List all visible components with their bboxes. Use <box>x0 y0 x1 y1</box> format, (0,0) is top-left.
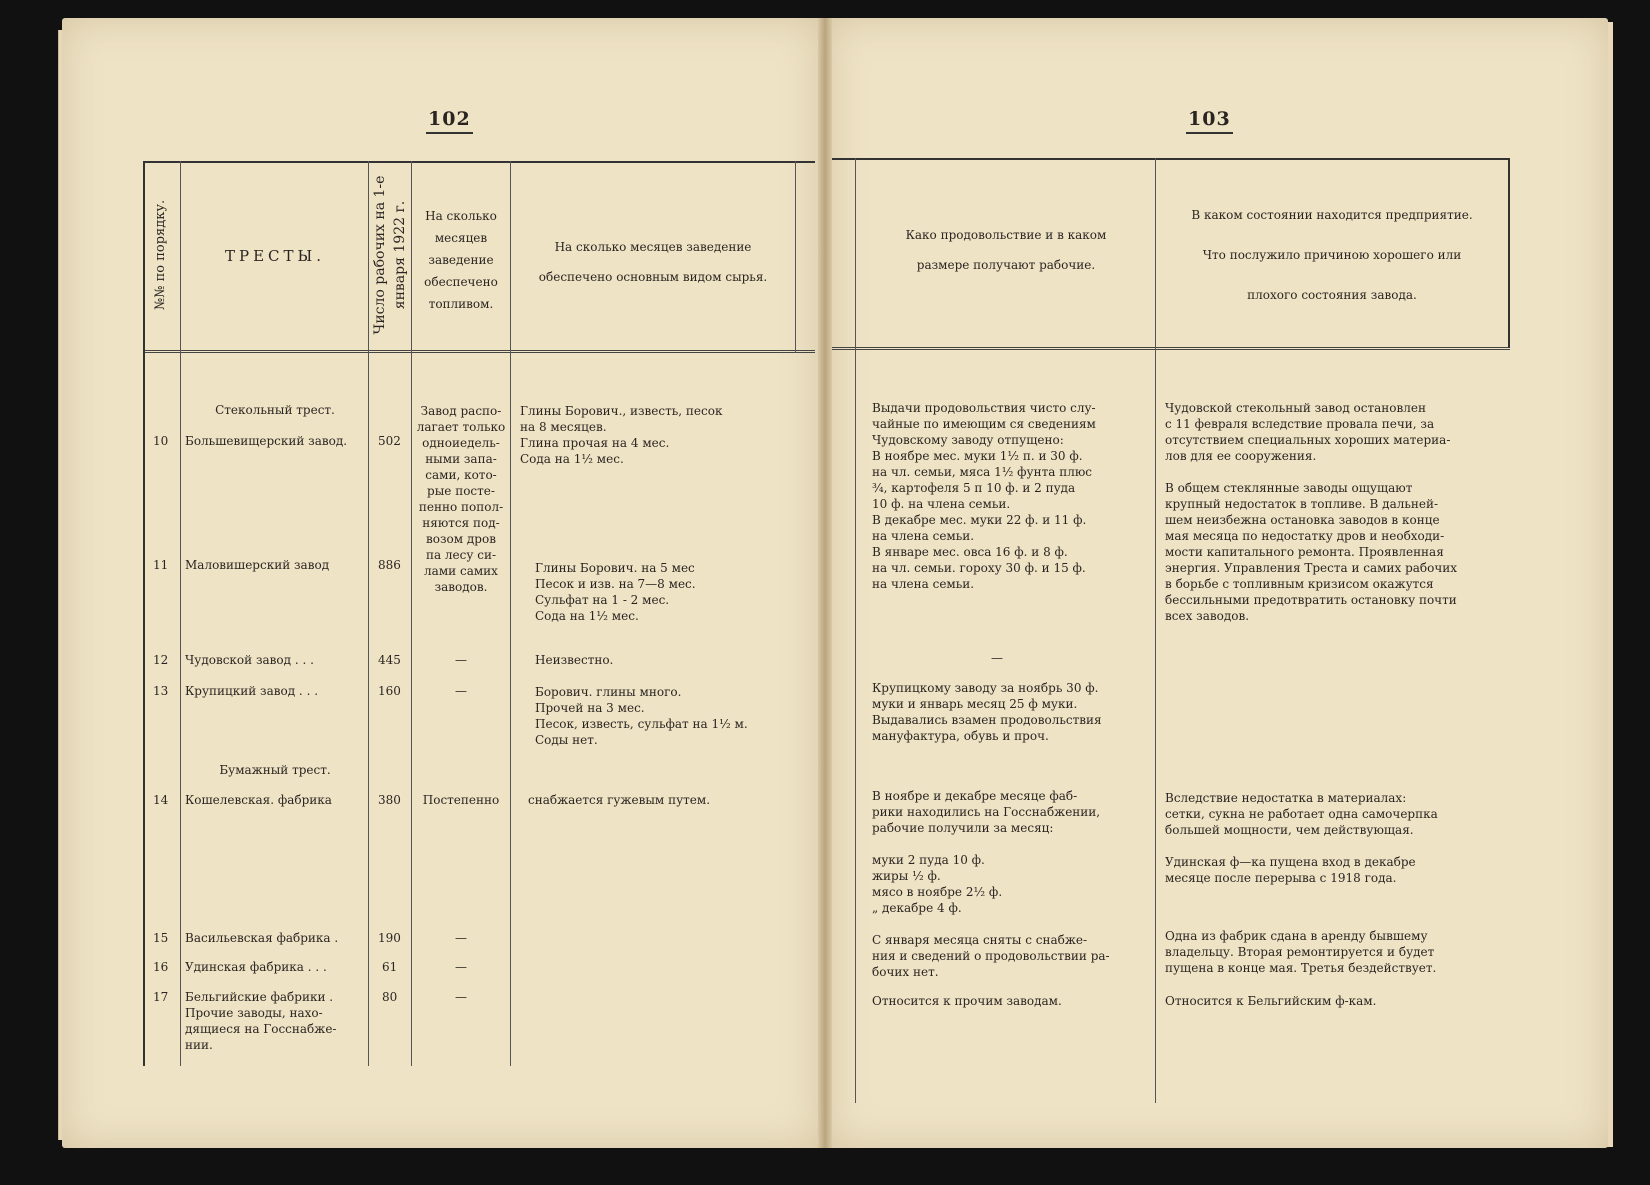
fuel-note: Завод распо- лагает только одноиедель- ными запа- сами, кото- рые посте- пенно попол- няются под- возом дров па лесу си- лами самих заводов. <box>416 404 506 594</box>
state-koshelev: Вследствие недостатка в материалах: сетки, сукна не работает одна самочерпка большей мощности, чем действующая. Удинская ф—ка пущена вход в декабре месяце после перерыва с 1918 года. <box>1165 791 1438 885</box>
header-workers: Число рабочих на 1-е января 1922 г. <box>372 175 408 335</box>
row-number: 14 <box>153 793 169 807</box>
right-page-number: 103 <box>1186 108 1233 134</box>
row-number: 10 <box>153 434 169 448</box>
header-state: В каком состоянии находится предприятие. Что послужило причиною хорошего или плохого состояния завода. <box>1191 208 1473 302</box>
row-raw: Борович. глины много. Прочей на 3 мес. Песок, известь, сульфат на 1½ м. Соды нет. <box>535 685 748 747</box>
header-number: №№ по порядку. <box>153 199 168 311</box>
col-divider <box>411 161 412 1066</box>
row-number: 17 <box>153 990 169 1004</box>
row-workers: 190 <box>378 931 401 945</box>
table-right-rule <box>1508 158 1510 348</box>
left-page-number: 102 <box>426 108 473 134</box>
col-divider <box>855 158 856 1103</box>
row-fuel: — <box>455 931 467 945</box>
food-dash: — <box>991 651 1003 665</box>
state-vasilyev: Одна из фабрик сдана в аренду бывшему владельцу. Вторая ремонтируется и будет пущена в конце мая. Третья бездействует. <box>1165 929 1437 975</box>
row-name: Чудовской завод . . . <box>185 653 314 667</box>
book-gutter <box>818 18 832 1148</box>
food-krupitsky: Крупицкому заводу за ноябрь 30 ф. муки и январь месяц 25 ф муки. Выдавались взамен продовольствия мануфактура, обувь и проч. <box>872 681 1102 743</box>
row-workers: 80 <box>382 990 398 1004</box>
row-number: 13 <box>153 684 169 698</box>
section-glass-trust: Стекольный трест. <box>215 403 335 417</box>
col-divider <box>510 161 511 1066</box>
row-name: Васильевская фабрика . <box>185 931 339 945</box>
col-divider <box>1155 158 1156 1103</box>
header-bottom-rule <box>832 347 1510 350</box>
header-food: Како продовольствие и в каком размере получают рабочие. <box>905 228 1107 272</box>
food-chudovo: Выдачи продовольствия чисто слу- чайные по имеющим ся сведениям Чудовскому заводу отпущено: В ноябре мес. муки 1½ п. и 30 ф. на чл. семьи, мяса 1½ фунта плюс ¾, картофеля 5 п 10 ф. и 2 пуда 10 ф. на члена семьи. В декабре мес. муки 22 ф. и 11 ф. на члена семьи. В январе мес. овса 16 ф. и 8 ф. на чл. семьи. гороху 30 ф. и 15 ф. на члена семьи. <box>872 401 1096 591</box>
row-workers: 380 <box>378 793 401 807</box>
row-fuel: — <box>455 653 467 667</box>
row-raw: Неизвестно. <box>535 653 614 667</box>
row-raw: снабжается гужевым путем. <box>528 793 711 807</box>
food-belgian: Относится к прочим заводам. <box>872 994 1062 1008</box>
header-bottom-rule <box>143 350 815 353</box>
row-name: Крупицкий завод . . . <box>185 684 319 698</box>
col-divider <box>180 161 181 1066</box>
row-raw: Глины Борович. на 5 мес Песок и изв. на 7—8 мес. Сульфат на 1 - 2 мес. Сода на 1½ мес. <box>535 561 696 623</box>
row-name: Бельгийские фабрики . Прочие заводы, нахо- дящиеся на Госснабже- нии. <box>185 990 337 1052</box>
row-raw: Глины Борович., известь, песок на 8 месяцев. Глина прочая на 4 мес. Сода на 1½ мес. <box>520 404 723 466</box>
header-raw: На сколько месяцев заведение обеспечено основным видом сырья. <box>538 240 768 284</box>
row-fuel: — <box>455 960 467 974</box>
header-fuel: На сколько месяцев заведение обеспечено топливом. <box>424 209 498 311</box>
row-number: 12 <box>153 653 169 667</box>
row-number: 16 <box>153 960 169 974</box>
row-name: Удинская фабрика . . . <box>185 960 327 974</box>
header-trusts: ТРЕСТЫ. <box>224 247 326 265</box>
row-workers: 502 <box>378 434 401 448</box>
row-name: Маловишерский завод <box>185 558 330 572</box>
row-name: Большевищерский завод. <box>185 434 348 448</box>
row-workers: 886 <box>378 558 401 572</box>
row-fuel: — <box>455 684 467 698</box>
col-divider <box>368 161 369 1066</box>
food-paper: В ноябре и декабре месяце фаб- рики находились на Госснабжении, рабочие получили за месяц: муки 2 пуда 10 ф. жиры ½ ф. мясо в ноябре 2½ ф. „ декабре 4 ф. С января месяца сняты с снабже- ния и сведений о продовольствии ра- бочих нет. <box>872 789 1110 979</box>
state-glass: Чудовской стекольный завод остановлен с 11 февраля вследствие провала печи, за отсутствием специальных хороших материа- лов для ее сооружения. В общем стеклянные заводы ощущают крупный недостаток в топливе. В дальней- шем неизбежна остановка заводов в конце мая месяца по недостатку дров и необходи- мости капитального ремонта. Проявленная энергия. Управления Треста и самих рабочих в борьбе с топливным кризисом окажутся бессильными предотвратить остановку почти всех заводов. <box>1165 401 1458 623</box>
col-divider <box>795 161 796 353</box>
table-top-rule <box>832 158 1510 160</box>
table-top-rule <box>143 161 815 163</box>
row-workers: 61 <box>382 960 398 974</box>
row-fuel: — <box>455 990 467 1004</box>
row-workers: 445 <box>378 653 401 667</box>
section-paper-trust: Бумажный трест. <box>219 763 331 777</box>
row-workers: 160 <box>378 684 401 698</box>
table-left-rule <box>143 161 145 1066</box>
state-belgian: Относится к Бельгийским ф-кам. <box>1165 994 1377 1008</box>
row-number: 11 <box>153 558 169 572</box>
row-name: Кошелевская. фабрика <box>185 793 332 807</box>
row-number: 15 <box>153 931 169 945</box>
row-fuel: Постепенно <box>422 793 500 807</box>
